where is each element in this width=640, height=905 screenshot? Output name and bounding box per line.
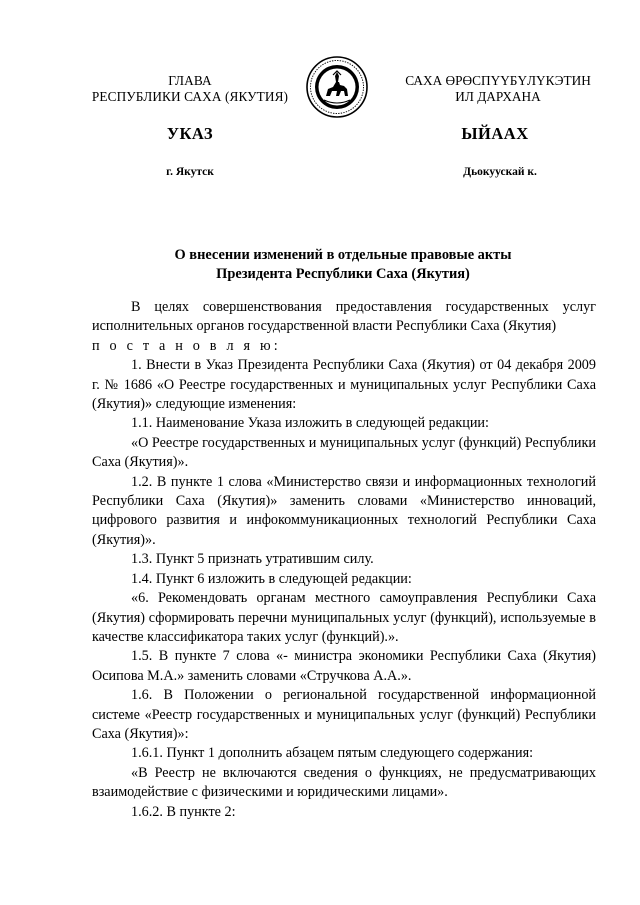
city-ru: г. Якутск xyxy=(166,166,214,178)
decree-title xyxy=(60,246,626,283)
paragraph-item-1-4-text: «6. Рекомендовать органам местного самоуправления Республики Саха (Якутия) сформировать перечни муниципальных услуг (функций), используемые в качестве классификатора таких услуг (функций).». xyxy=(92,590,596,645)
header-right-title: САХА ӨРӨСПҮҮБҮЛҮКЭТИН xyxy=(405,73,591,88)
paragraph-item-1-4: 1.4. Пункт 6 изложить в следующей редакции: xyxy=(131,570,412,587)
doc-type-sah: ЫЙААХ xyxy=(461,124,529,143)
paragraph-item-1-5: 1.5. В пункте 7 слова «- министра экономики Республики Саха (Якутия) Осипова М.А.» заменить словами «Стручкова А.А.». xyxy=(92,648,596,684)
paragraph-item-1-6: 1.6. В Положении о региональной государственной информационной системе «Реестр государственных и муниципальных услуг (функций) Республики Саха (Якутия)»: xyxy=(92,687,596,742)
city-sah: Дьокуускай к. xyxy=(463,166,537,178)
header-right-subtitle: ИЛ ДАРХАНА xyxy=(455,89,541,104)
paragraph-item-1-6-1: 1.6.1. Пункт 1 дополнить абзацем пятым следующего содержания: xyxy=(131,745,534,762)
paragraph-item-1-3: 1.3. Пункт 5 признать утратившим силу. xyxy=(131,551,374,568)
decree-word: п о с т а н о в л я ю: xyxy=(92,337,281,354)
header-left-block xyxy=(80,73,300,105)
paragraph-item-1-6-2: 1.6.2. В пункте 2: xyxy=(131,803,236,820)
coat-of-arms-emblem-icon xyxy=(306,56,368,118)
decree-title-line1: О внесении изменений в отдельные правовые акты xyxy=(174,247,512,263)
paragraph-item-1-1: 1.1. Наименование Указа изложить в следующей редакции: xyxy=(131,415,489,432)
paragraph-preamble: В целях совершенствования предоставления государственных услуг исполнительных органов государственной власти Республики Саха (Якутия) xyxy=(92,299,596,335)
decree-body xyxy=(92,298,596,822)
paragraph-item-1-6-1-text: «В Реестр не включаются сведения о функциях, не предусматривающих взаимодействие с физическими и юридическими лицами». xyxy=(92,764,596,801)
paragraph-item-1-2: 1.2. В пункте 1 слова «Министерство связи и информационных технологий Республики Саха (Якутия)» заменить словами «Министерство инноваций, цифрового развития и инфокоммуникационных технологий Республики Саха (Якутия)». xyxy=(92,473,596,548)
doc-type-ru: УКАЗ xyxy=(166,124,214,143)
decree-title-line2: Президента Республики Саха (Якутия) xyxy=(216,265,470,282)
header-right-block xyxy=(388,73,608,105)
paragraph-item-1: 1. Внести в Указ Президента Республики Саха (Якутия) от 04 декабря 2009 г. № 1686 «О Реестре государственных и муниципальных услуг Республики Саха (Якутия)» следующие изменения: xyxy=(92,357,596,413)
header-left-title: ГЛАВА xyxy=(168,73,212,88)
header-left-subtitle: РЕСПУБЛИКИ САХА (ЯКУТИЯ) xyxy=(91,89,289,104)
paragraph-item-1-1-text: «О Реестре государственных и муниципальных услуг (функций) Республики Саха (Якутия)». xyxy=(92,434,596,471)
paragraph-decree-word xyxy=(92,337,596,356)
